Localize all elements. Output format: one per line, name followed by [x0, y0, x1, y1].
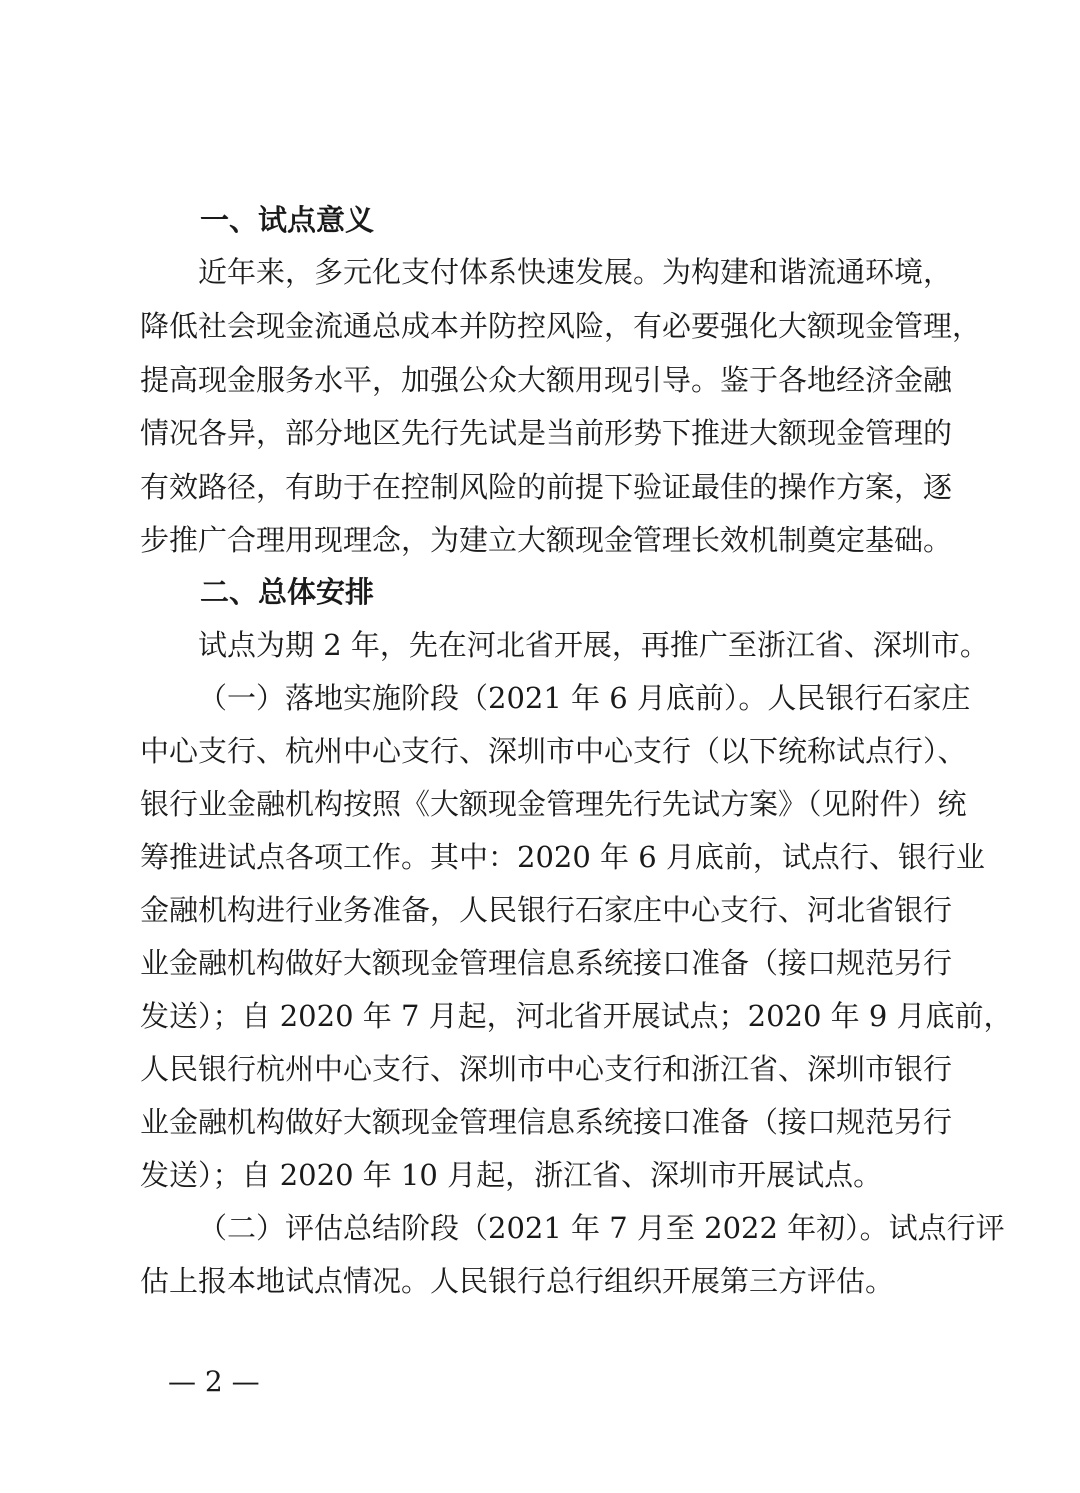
paragraph-line: 步推广合理用现理念，为建立大额现金管理长效机制奠定基础。	[140, 523, 953, 557]
paragraph-line: 筹推进试点各项工作。其中：2020 年 6 月底前，试点行、银行业	[140, 840, 985, 874]
paragraph-line: 发送）；自 2020 年 10 月起，浙江省、深圳市开展试点。	[140, 1158, 883, 1192]
paragraph-line: 降低社会现金流通总成本并防控风险，有必要强化大额现金管理，	[140, 309, 982, 343]
section-heading-1: 一、试点意义	[200, 203, 375, 237]
paragraph-line: 业金融机构做好大额现金管理信息系统接口准备（接口规范另行	[140, 946, 953, 980]
page-number: — 2 —	[168, 1365, 260, 1398]
paragraph-line: 业金融机构做好大额现金管理信息系统接口准备（接口规范另行	[140, 1105, 953, 1139]
section-heading-2: 二、总体安排	[200, 575, 375, 609]
paragraph-line: 发送）；自 2020 年 7 月起，河北省开展试点；2020 年 9 月底前，	[140, 999, 1013, 1033]
paragraph-line: 有效路径，有助于在控制风险的前提下验证最佳的操作方案，逐	[140, 470, 953, 504]
paragraph-line: 中心支行、杭州中心支行、深圳市中心支行（以下统称试点行）、	[140, 734, 967, 768]
paragraph-line: （二）评估总结阶段（2021 年 7 月至 2022 年初）。试点行评	[198, 1211, 1005, 1245]
paragraph-line: 试点为期 2 年，先在河北省开展，再推广至浙江省、深圳市。	[198, 628, 989, 662]
paragraph-line: 情况各异，部分地区先行先试是当前形势下推进大额现金管理的	[140, 416, 953, 450]
paragraph-line: 提高现金服务水平，加强公众大额用现引导。鉴于各地经济金融	[140, 363, 953, 397]
paragraph-line: 人民银行杭州中心支行、深圳市中心支行和浙江省、深圳市银行	[140, 1052, 953, 1086]
paragraph-line: （一）落地实施阶段（2021 年 6 月底前）。人民银行石家庄	[198, 681, 971, 715]
paragraph-line: 银行业金融机构按照《大额现金管理先行先试方案》（见附件）统	[140, 787, 967, 821]
paragraph-line: 近年来，多元化支付体系快速发展。为构建和谐流通环境，	[198, 255, 953, 289]
paragraph-line: 估上报本地试点情况。人民银行总行组织开展第三方评估。	[140, 1264, 895, 1298]
paragraph-line: 金融机构进行业务准备，人民银行石家庄中心支行、河北省银行	[140, 893, 953, 927]
